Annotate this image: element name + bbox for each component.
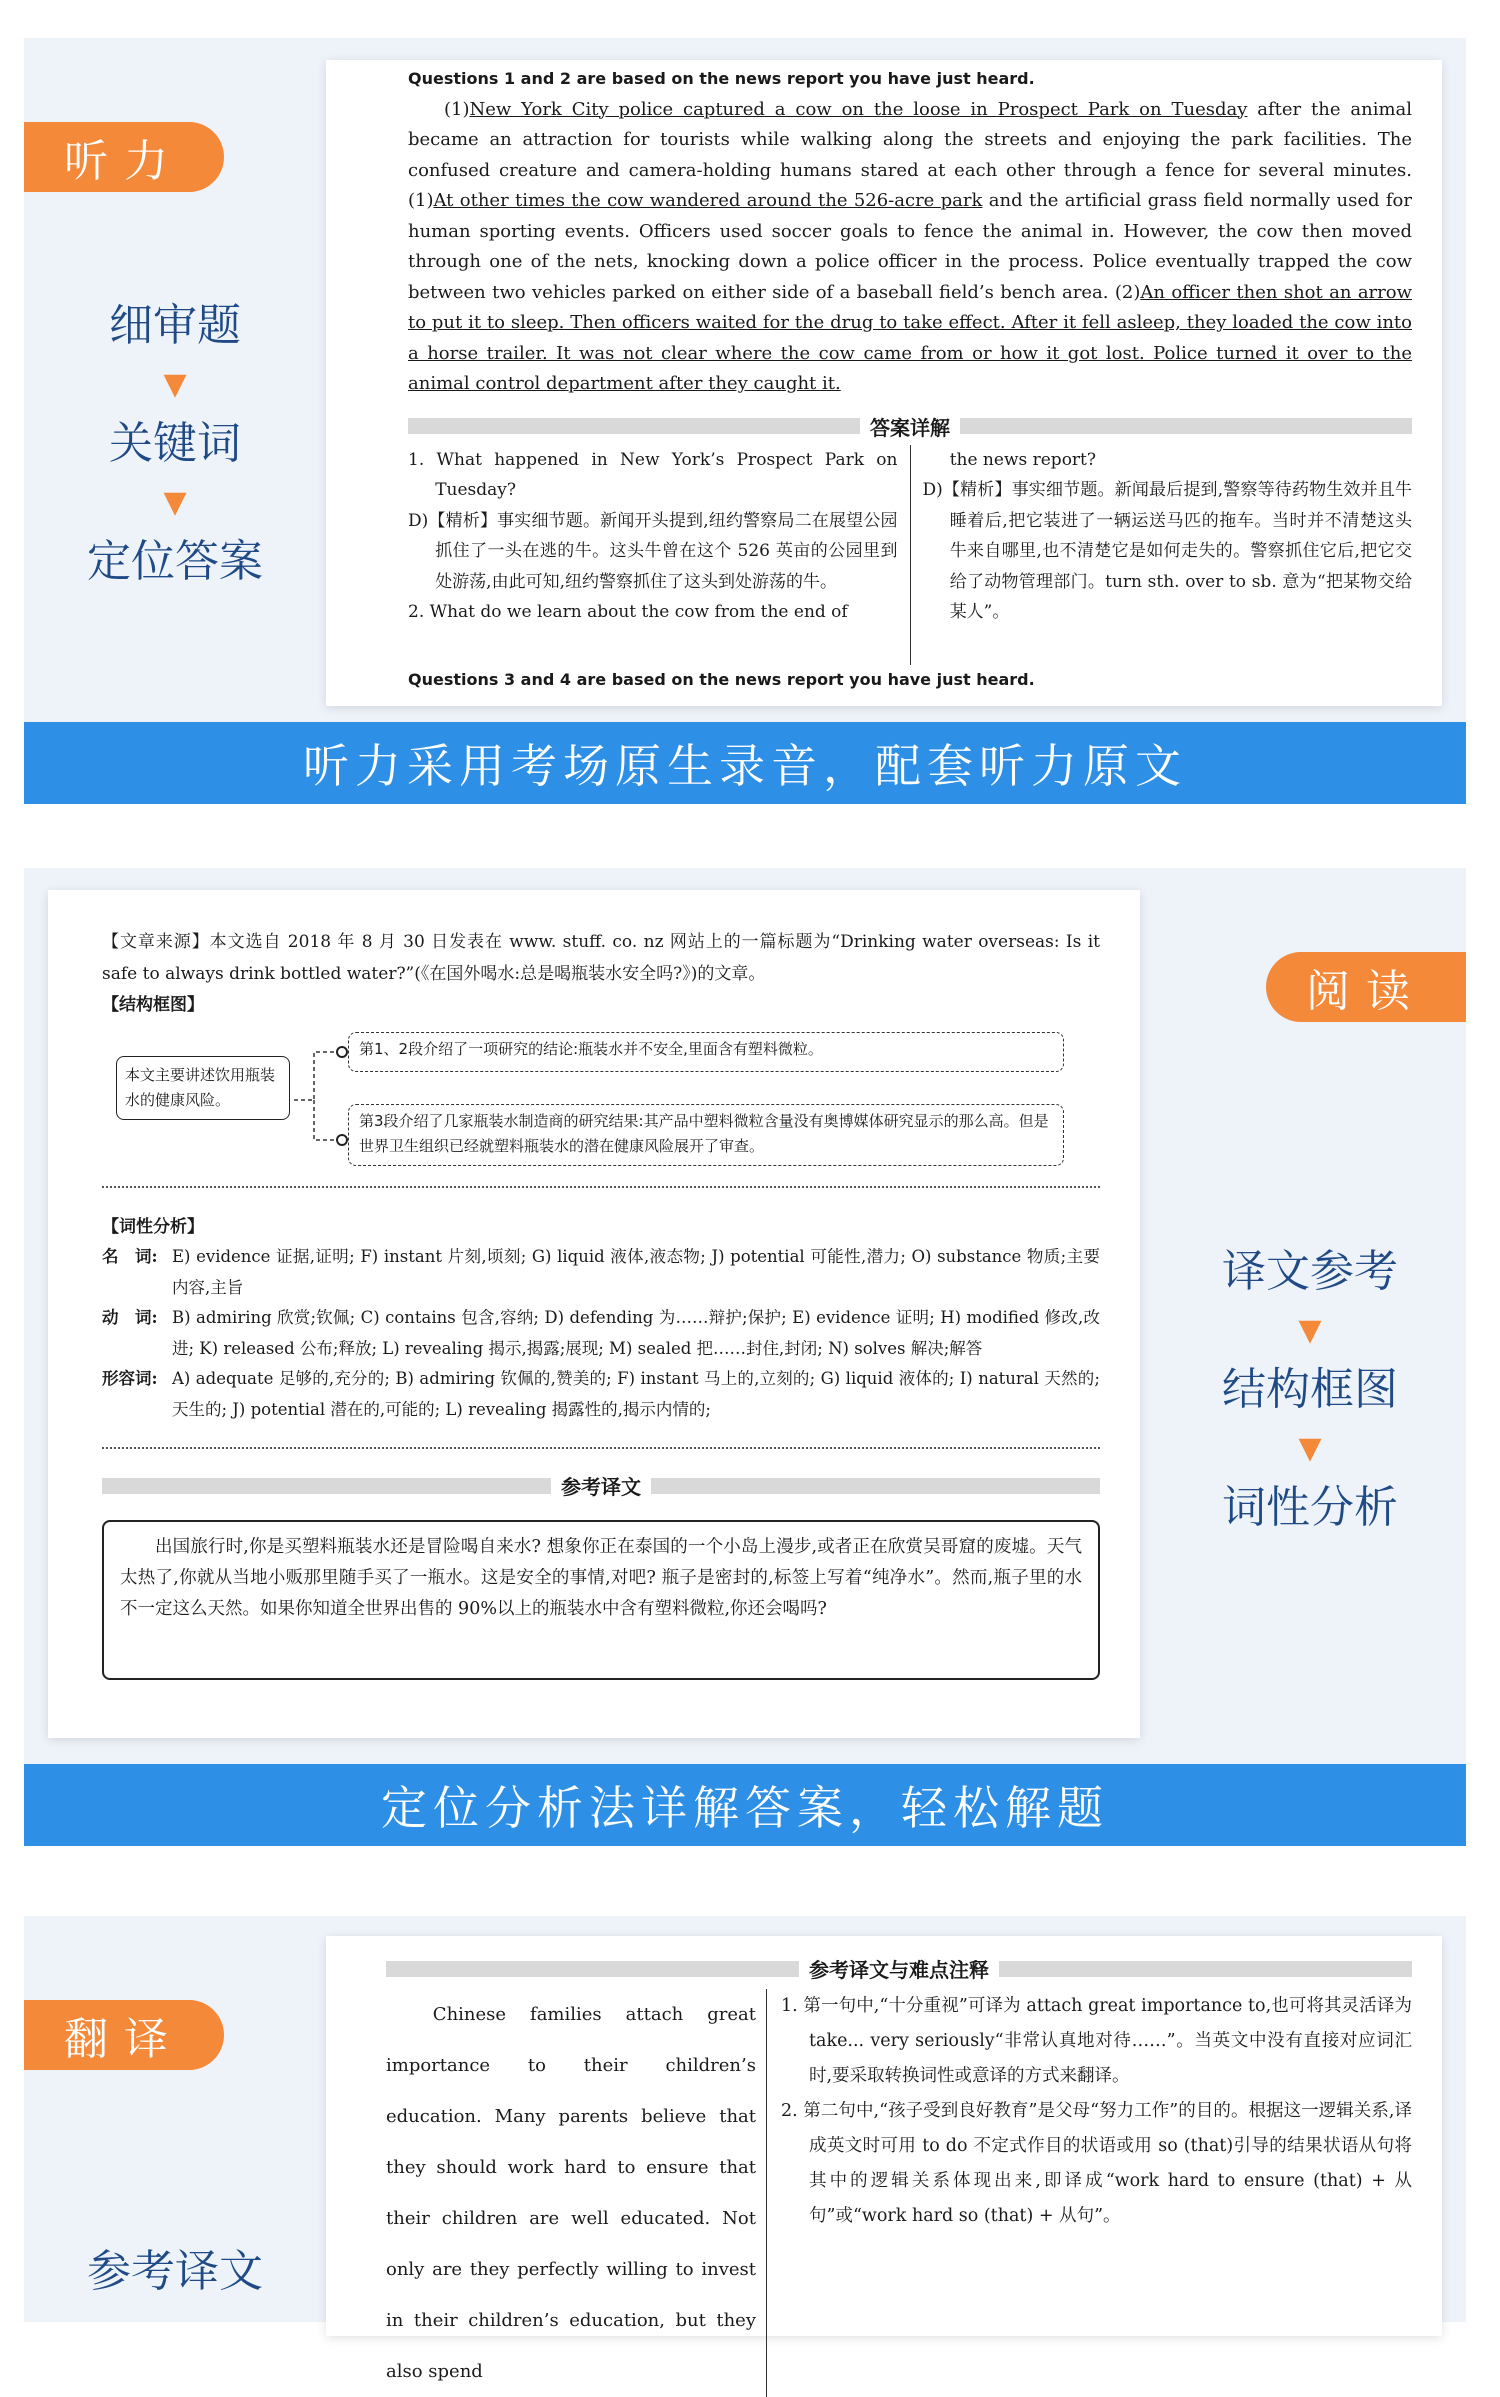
answer-heading: 答案详解 xyxy=(408,412,1412,441)
pos-row-adj: 形容词: A) adequate 足够的,充分的; B) admiring 钦佩的,赞美的; F) instant 马上的,立刻的; G) liquid 液体的; I) natural 天然的;天生的; J) potential 潜在的,可能的; L) revealing 揭露性的,揭示内情的; xyxy=(102,1369,1100,1419)
separator xyxy=(102,1447,1100,1449)
question-2-cont: the news report? xyxy=(949,449,1096,470)
passage-text: and the artificial grass field normally used for human sporting events. Officers used soccer goals to fence the animal in. However, the cow then moved through one of the nets, knocking down a police officer in the process. Police eventually trapped the cow between two vehicles parked on either side of a baseball field’s bench area. (2) xyxy=(408,190,1413,303)
separator xyxy=(102,1186,1100,1188)
answer-col-left xyxy=(408,445,898,665)
num-marker: (1) xyxy=(444,98,470,120)
translation-steps xyxy=(60,2236,290,2308)
underlined-sentence: New York City police captured a cow on the loose in Prospect Park on Tuesday xyxy=(469,98,1248,120)
pos-list xyxy=(102,1242,1100,1425)
column-divider xyxy=(910,445,911,665)
listening-banner: 听力采用考场原生录音，配套听力原文 xyxy=(24,722,1466,804)
underlined-sentence: At other times the cow wandered around the 526-acre park xyxy=(433,190,983,211)
translation-box xyxy=(102,1520,1100,1680)
arrow-down-icon: ▼ xyxy=(163,367,187,402)
tree-branch-1: 第1、2段介绍了一项研究的结论:瓶装水并不安全,里面含有塑料微粒。 xyxy=(348,1032,1064,1072)
english-translation: Chinese families attach great importance to their children’s education. Many parents believe that they should work hard to ensure that their children are well educated. Not only are they perfectly willing to invest in their children’s education, but they also spend xyxy=(386,2004,756,2382)
step-3: 定位答案 xyxy=(87,536,263,587)
step-3: 词性分析 xyxy=(1222,1482,1398,1533)
reading-banner: 定位分析法详解答案，轻松解题 xyxy=(24,1764,1466,1846)
notes-heading: 参考译文与难点注释 xyxy=(386,1954,1412,1983)
tree-root: 本文主要讲述饮用瓶装水的健康风险。 xyxy=(116,1056,290,1120)
arrow-down-icon: ▼ xyxy=(1298,1313,1322,1348)
answer-columns xyxy=(408,445,1412,665)
translation-heading: 参考译文 xyxy=(102,1471,1100,1500)
translation-text: 出国旅行时,你是买塑料瓶装水还是冒险喝自来水? 想象你正在泰国的一个小岛上漫步,或者正在欣赏吴哥窟的废墟。天气太热了,你就从当地小贩那里随手买了一瓶水。这是安全的事情,对吧? 瓶子是密封的,标签上写着“纯净水”。然而,瓶子里的水不一定这么天然。如果你知道全世界出售的 90%以上的瓶装水中含有塑料微粒,你还会喝吗? xyxy=(120,1537,1082,1619)
structure-label: 【结构框图】 xyxy=(102,995,204,1015)
note-1: 1. 第一句中,“十分重视”可译为 attach great importance to,也可将其灵活译为 take... very seriously“非常认真地对待……”。当英文中没有直接对应词汇时,要采取转换词性或意译的方式来翻译。 xyxy=(781,1996,1412,2086)
arrow-down-icon: ▼ xyxy=(1298,1431,1322,1466)
step-1: 参考译文 xyxy=(87,2246,263,2297)
tree-branch-2: 第3段介绍了几家瓶装水制造商的研究结果:其产品中塑料微粒含量没有奥博媒体研究显示的那么高。但是世界卫生组织已经就塑料瓶装水的潜在健康风险展开了审查。 xyxy=(348,1104,1064,1166)
notes-col xyxy=(781,1989,1412,2397)
translation-tag: 翻译 xyxy=(24,2000,224,2070)
translation-page xyxy=(326,1936,1442,2382)
underlined-sentence: An officer then shot an arrow to put it to sleep. Then officers waited for the drug to take effect. After it fell asleep, they loaded the cow into a horse trailer. It was not clear where the cow came from or how it got lost. Police turned it over to the animal control department after they caught it. xyxy=(408,281,1413,394)
step-2: 结构框图 xyxy=(1222,1364,1398,1415)
answer-1: D)【精析】事实细节题。新闻开头提到,纽约警察局二在展望公园抓住了一头在逃的牛。这头牛曾在这个 526 英亩的公园里到处游荡,由此可知,纽约警察抓住了这头到处游荡的牛。 xyxy=(408,510,898,592)
questions-header: Questions 1 and 2 are based on the news report you have just heard. xyxy=(408,69,1035,88)
reading-steps xyxy=(1190,1236,1430,1544)
reading-tag: 阅读 xyxy=(1266,952,1466,1022)
question-1: 1. What happened in New York’s Prospect Park on Tuesday? xyxy=(408,449,898,500)
structure-tree xyxy=(102,1020,1100,1170)
step-1: 细审题 xyxy=(109,300,241,351)
tree-connector xyxy=(292,1040,352,1150)
translation-columns xyxy=(386,1989,1412,2397)
article-source: 【文章来源】本文选自 2018 年 8 月 30 日发表在 www. stuff. co. nz 网站上的一篇标题为“Drinking water overseas: Is it safe to always drink bottled water?”(《在国外喝水:总是喝瓶装水安全吗?》)的文章。 xyxy=(102,932,1100,984)
arrow-down-icon: ▼ xyxy=(163,485,187,520)
questions-footer: Questions 3 and 4 are based on the news report you have just heard. xyxy=(408,669,1035,689)
answer-2: D)【精析】事实细节题。新闻最后提到,警察等待药物生效并且牛睡着后,把它装进了一辆运送马匹的拖车。当时并不清楚这头牛来自哪里,也不清楚它是如何走失的。警察抓住它后,把它交给了动物管理部门。turn sth. over to sb. 意为“把某物交给某人”。 xyxy=(922,480,1412,622)
column-divider xyxy=(766,1989,767,2397)
note-2: 2. 第二句中,“孩子受到良好教育”是父母“努力工作”的目的。根据这一逻辑关系,译成英文时可用 to do 不定式作目的状语或用 so (that)引导的结果状语从句将其中的逻辑关系体现出来,即译成“work hard to ensure (that) + 从句”或“work hard so (that) + 从句”。 xyxy=(781,2101,1412,2226)
passage-text: after the animal became an attraction for tourists while walking along the streets and enjoying the park facilities. The confused creature and camera-holding humans stared at each other through a fence for several minutes. (1) xyxy=(408,98,1413,211)
listening-page xyxy=(326,60,1442,706)
reading-page xyxy=(48,890,1140,1738)
listening-steps xyxy=(60,290,290,598)
listening-tag: 听力 xyxy=(24,122,224,192)
news-passage xyxy=(408,95,1412,400)
pos-row-verb: 动 词: B) admiring 欣赏;钦佩; C) contains 包含,容纳; D) defending 为……辩护;保护; E) evidence 证明; H) modified 修改,改进; K) released 公布;释放; L) revealing 揭示,揭露;展现; M) sealed 把……封住,封闭; N) solves 解决;解答 xyxy=(102,1308,1100,1358)
step-1: 译文参考 xyxy=(1222,1246,1398,1297)
question-2: 2. What do we learn about the cow from the end of xyxy=(408,602,848,622)
answer-col-right xyxy=(923,445,1413,665)
pos-row-noun: 名 词: E) evidence 证据,证明; F) instant 片刻,顷刻; G) liquid 液体,液态物; J) potential 可能性,潜力; O) substance 物质;主要内容,主旨 xyxy=(102,1247,1100,1297)
pos-label: 【词性分析】 xyxy=(102,1217,204,1237)
step-2: 关键词 xyxy=(109,418,241,469)
